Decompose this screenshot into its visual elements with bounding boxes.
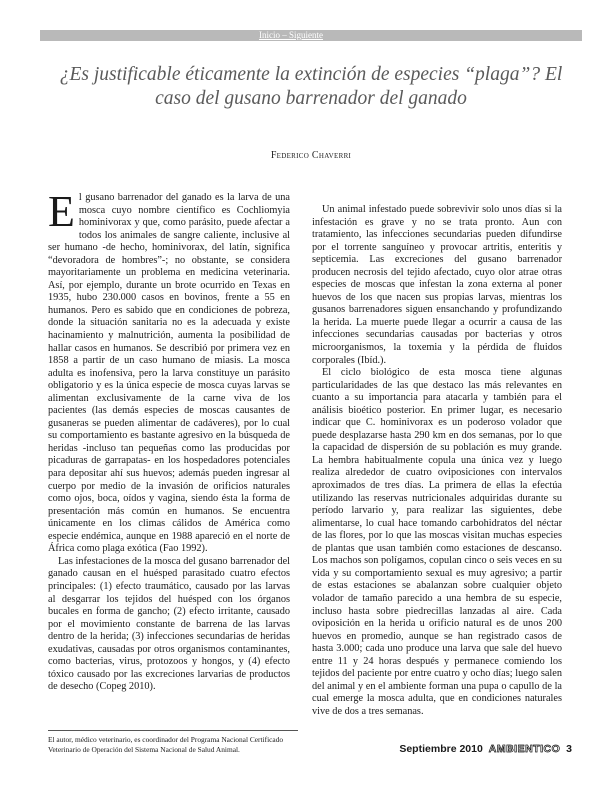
top-navigation-bar [40,30,582,41]
issue-date: Septiembre 2010 [399,743,483,755]
nav-links[interactable]: Inicio – Siguiente [259,30,323,40]
article-title: ¿Es justificable éticamente la extinción de especies “plaga”? El caso del gusano barrenador del ganado [59,64,563,109]
left-paragraph-1 [48,187,290,556]
page-number: 3 [566,743,572,755]
left-paragraph-2: Las infestaciones de la mosca del gusano barrenador del ganado causan en el huésped parasitado cuatro efectos principales: (1) efecto traumático, causado por las larvas al desgarrar los tejidos del huésped con los órganos bucales en forma de gancho; (2) efecto irritante, causado por el movimiento constante de barrena de las larvas dentro de la herida; (3) infecciones secundarias de heridas exudativas, causadas por otros organismos contaminantes, como bacterias, virus, protozoos y hongos, y (4) efecto tóxico causado por las excreciones larvarias de productos de desecho (Copeg 2010). [48,555,290,693]
magazine-logo: AMBIENTICO [488,743,561,755]
right-paragraph-1: Un animal infestado puede sobrevivir solo unos días si la infestación es grave y no se trata pronto. Aun con tratamiento, las infecciones secundarias pueden difundirse por el torrente sanguíneo y provocar artritis, enteritis y septicemia. Las excreciones del gusano barrenador producen necrosis del tejido afectado, cuyo olor atrae otras especies de moscas que infestan la zona externa al poner huevos de los que nacen sus propias larvas, mientras los gusanos barrenadores siguen ensanchando y profundizando la herida. La muerte puede llegar a ocurrir a causa de las infecciones secundarias causadas por bacterias y otros microorganismos, la toxemia y la pérdida de fluidos corporales (Ibíd.). [312,204,562,366]
right-column [312,204,562,718]
left-column [48,187,290,694]
right-paragraph-2: El ciclo biológico de esta mosca tiene algunas particularidades de las que destaco las más relevantes en cuanto a su importancia para atacarla y también para el análisis bioético posterior. En primer lugar, es necesario indicar que C. hominivorax es un poderoso volador que puede desplazarse hasta 290 km en dos semanas, por lo que la capacidad de dispersión de su población es muy grande. La hembra habitualmente copula una única vez y luego realiza alrededor de cuatro oviposiciones con intervalos aproximados de tres días. La primera de ellas la efectúa utilizando las reservas nutricionales adquiridas durante su período larvario y, para realizar las siguientes, debe alimentarse, lo cual hace tomando carbohidratos del néctar de las flores, por lo que las moscas visitan muchas especies de plantas que usan también como estaciones de descanso. Los machos son polígamos, copulan cinco o seis veces en su vida y su comportamiento sexual es muy agresivo; a partir de estas estaciones se abalanzan sobre cualquier objeto volador de tamaño parecido a una hembra de su especie, incluso hasta sobre piedrecillas lanzadas al aire. Cada oviposición en la herida u orificio natural es de unos 200 huevos en promedio, aunque se han registrado casos de hasta 3.000; cada uno produce una larva que sale del huevo entre 11 y 24 horas después y permanece comiendo los tejidos del paciente por entre cuatro y ocho días; luego salen del animal y en el ambiente forman una pupa o capullo de la cual emerge la mosca adulta, que en condiciones naturales vive de dos a tres semanas. [312,367,562,717]
page-footer [399,743,572,755]
article-author: Federico Chaverri [270,150,352,161]
author-footnote: El autor, médico veterinario, es coordinador del Programa Nacional Certificado Veterinario de Operación del Sistema Nacional de Salud Animal. [48,730,298,754]
drop-cap: E [48,187,75,236]
left-paragraph-1-text: l gusano barrenador del ganado es la larva de una mosca cuyo nombre científico es Cochliomyia hominivorax y que, como parásito, puede afectar a todos los animales de sangre caliente, inclusive al ser humano -de hecho, hominivorax, del latín, significa “devoradora de hombres”-; no obstante, se considera mayoritariamente un problema en medicina veterinaria. Así, por ejemplo, durante un brote ocurrido en Texas en 1935, hubo 230.000 casos en bovinos, frente a 55 en humanos. Pero es sabido que en condiciones de pobreza, donde la situación sanitaria no es la adecuada y existe hacinamiento y malnutrición, aumenta la posibilidad de hallar casos en humanos. Se describió por primera vez en 1858 a partir de un caso humano de miasis. La mosca adulta es inofensiva, pero la larva constituye un parásito obligatorio y es la única especie de mosca cuyas larvas se alimentan exclusivamente de la carne viva de los pacientes (las demás especies de moscas causantes de gusaneras se pueden alimentar de cadáveres), por lo cual su comportamiento es bastante agresivo en la búsqueda de heridas -incluso tan pequeñas como las producidas por picaduras de garrapatas- en los hospedadores potenciales para depositar ahí sus huevos; además pueden ingresar al cuerpo por medio de la invasión de orificios naturales como ojos, boca, oídos y vagina, siendo ésta la forma de presentación más común en humanos. Se encuentra únicamente en los climas cálidos de América como especie endémica, aunque en 1988 apareció en el norte de África como plaga exótica (Fao 1992). [48,192,290,555]
